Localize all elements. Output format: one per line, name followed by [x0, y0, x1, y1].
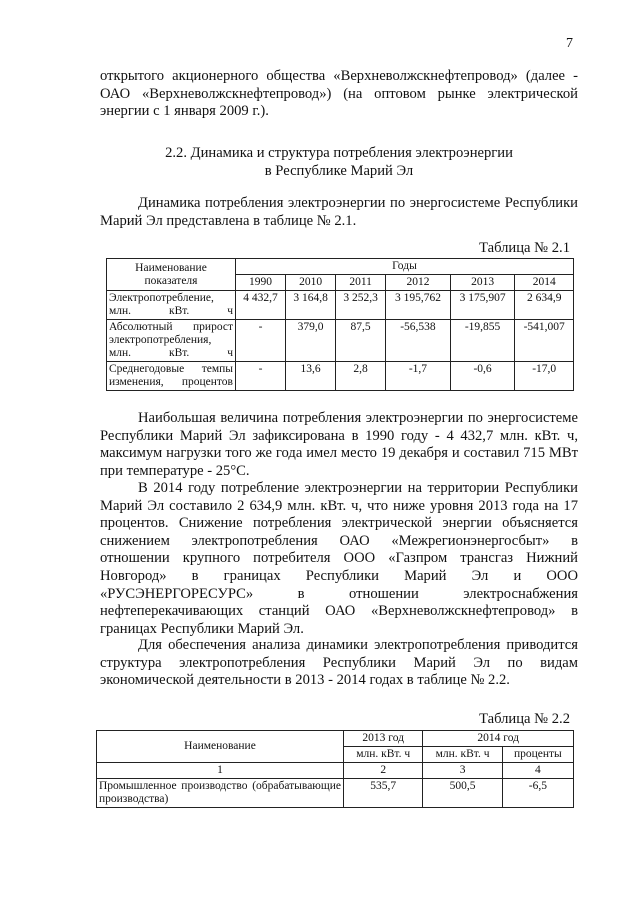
table-row	[107, 362, 574, 391]
consumption-dynamics-table	[106, 258, 574, 391]
value-cell: 13,6	[286, 362, 336, 391]
value-cell: 3 252,3	[336, 291, 386, 320]
paragraph-peak: Наибольшая величина потребления электроэнергии по энергосистеме Республики Марий Эл зафиксирована в 1990 году - 4 432,7 млн. кВт. ч, максимум нагрузки того же года имел место 19 декабря и составил 715 МВт при температуре - 25°С.	[100, 410, 578, 479]
value-cell: -17,0	[515, 362, 574, 391]
header-2013: 2013 год	[344, 731, 423, 747]
value-cell: -1,7	[386, 362, 451, 391]
consumption-structure-table	[96, 730, 574, 808]
colnum-cell: 2	[344, 763, 423, 779]
colnum-cell: 4	[502, 763, 573, 779]
value-cell: -6,5	[502, 779, 573, 808]
row-label: Электропотребление, млн. кВт. ч	[107, 291, 236, 320]
value-cell: -541,007	[515, 320, 574, 362]
value-cell: -	[236, 362, 286, 391]
intro-paragraph: открытого акционерного общества «Верхневолжскнефтепровод» (далее - ОАО «Верхневолжскнефтепровод») (на оптовом рынке электрической энергии с 1 января 2009 г.).	[100, 68, 578, 120]
value-cell: 2,8	[336, 362, 386, 391]
value-cell: -19,855	[450, 320, 515, 362]
value-cell: 2 634,9	[515, 291, 574, 320]
value-cell: 4 432,7	[236, 291, 286, 320]
paragraph-dynamics: Динамика потребления электроэнергии по энергосистеме Республики Марий Эл представлена в таблице № 2.1.	[100, 195, 578, 229]
row-label: Абсолютный прирост электропотребления, млн. кВт. ч	[107, 320, 236, 362]
value-cell: -	[236, 320, 286, 362]
year-cell: 2012	[386, 275, 451, 291]
table-header-row	[97, 731, 574, 747]
table-colnum-row	[97, 763, 574, 779]
page-number: 7	[566, 36, 573, 51]
row-label: Среднегодовые темпы изменения, процентов	[107, 362, 236, 391]
value-cell: 535,7	[344, 779, 423, 808]
unit-cell: проценты	[502, 747, 573, 763]
colnum-cell: 3	[423, 763, 502, 779]
year-cell: 2013	[450, 275, 515, 291]
unit-cell: млн. кВт. ч	[344, 747, 423, 763]
table1-caption: Таблица № 2.1	[479, 240, 570, 256]
year-cell: 2011	[336, 275, 386, 291]
paragraph-2014: В 2014 году потребление электроэнергии на территории Республики Марий Эл составило 2 634,9 млн. кВт. ч, что ниже уровня 2013 года на 17 процентов. Снижение потребления электрической энергии объясняется снижением электропотребления ОАО «Межрегионэнергосбыт» в отношении крупного потребителя ООО «Газпром трансгаз Нижний Новгород» в границах Республики Марий Эл и ООО «РУСЭНЕРГОРЕСУРС» в отношении электроснабжения нефтеперекачивающих станций ОАО «Верхневолжскнефтепровод» в границах Республики Марий Эл.	[100, 480, 578, 637]
section-heading-line1: 2.2. Динамика и структура потребления электроэнергии	[165, 145, 513, 161]
section-heading	[100, 145, 578, 180]
value-cell: -56,538	[386, 320, 451, 362]
value-cell: -0,6	[450, 362, 515, 391]
colnum-cell: 1	[97, 763, 344, 779]
header-name: Наименование	[97, 731, 344, 763]
header-indicator: Наименование показателя	[107, 259, 236, 291]
table-row	[107, 291, 574, 320]
value-cell: 500,5	[423, 779, 502, 808]
value-cell: 3 164,8	[286, 291, 336, 320]
header-years: Годы	[236, 259, 574, 275]
table2-caption: Таблица № 2.2	[479, 711, 570, 727]
paragraph-structure: Для обеспечения анализа динамики электропотребления приводится структура электропотребления Республики Марий Эл по видам экономической деятельности в 2013 - 2014 годах в таблице № 2.2.	[100, 637, 578, 689]
unit-cell: млн. кВт. ч	[423, 747, 502, 763]
value-cell: 3 195,762	[386, 291, 451, 320]
row-label: Промышленное производство (обрабатывающие производства)	[97, 779, 344, 808]
table-header-row	[107, 259, 574, 275]
value-cell: 3 175,907	[450, 291, 515, 320]
value-cell: 379,0	[286, 320, 336, 362]
header-2014: 2014 год	[423, 731, 574, 747]
section-heading-line2: в Республике Марий Эл	[264, 162, 414, 179]
value-cell: 87,5	[336, 320, 386, 362]
table-row	[97, 779, 574, 808]
year-cell: 2014	[515, 275, 574, 291]
year-cell: 2010	[286, 275, 336, 291]
year-cell: 1990	[236, 275, 286, 291]
table-row	[107, 320, 574, 362]
